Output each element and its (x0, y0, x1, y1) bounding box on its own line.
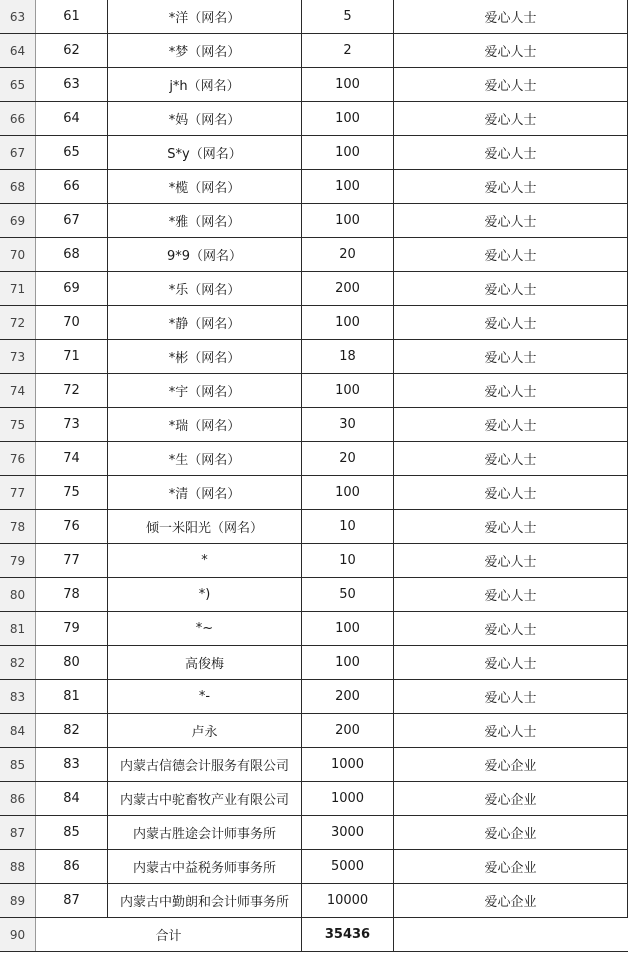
row-number[interactable]: 81 (0, 612, 36, 645)
row-number[interactable]: 69 (0, 204, 36, 237)
donor-name-cell[interactable]: 高俊梅 (108, 646, 302, 679)
amount-cell[interactable]: 50 (302, 578, 394, 611)
donor-type-cell[interactable]: 爱心人士 (394, 646, 628, 679)
amount-cell[interactable]: 5000 (302, 850, 394, 883)
donor-name-cell[interactable]: 内蒙古中勤朗和会计师事务所 (108, 884, 302, 917)
donor-type-cell[interactable]: 爱心人士 (394, 68, 628, 101)
donor-type-cell[interactable]: 爱心人士 (394, 714, 628, 747)
row-number[interactable]: 83 (0, 680, 36, 713)
table-row[interactable] (0, 374, 628, 408)
row-number[interactable]: 89 (0, 884, 36, 917)
donor-name-cell[interactable]: *宇（网名） (108, 374, 302, 407)
donor-name-cell[interactable]: *静（网名） (108, 306, 302, 339)
index-cell[interactable]: 86 (36, 850, 108, 883)
table-row[interactable] (0, 408, 628, 442)
row-number[interactable]: 84 (0, 714, 36, 747)
donor-type-cell[interactable]: 爱心人士 (394, 612, 628, 645)
index-cell[interactable]: 71 (36, 340, 108, 373)
amount-cell[interactable]: 3000 (302, 816, 394, 849)
table-row[interactable] (0, 510, 628, 544)
donor-type-cell[interactable]: 爱心人士 (394, 680, 628, 713)
amount-cell[interactable]: 100 (302, 646, 394, 679)
donor-type-cell[interactable]: 爱心企业 (394, 782, 628, 815)
donor-type-cell[interactable]: 爱心企业 (394, 748, 628, 781)
donor-name-cell[interactable]: * (108, 544, 302, 577)
donor-name-cell[interactable]: *妈（网名） (108, 102, 302, 135)
row-number[interactable]: 85 (0, 748, 36, 781)
amount-cell[interactable]: 10 (302, 544, 394, 577)
donor-name-cell[interactable]: j*h（网名） (108, 68, 302, 101)
donor-type-cell[interactable]: 爱心企业 (394, 884, 628, 917)
amount-cell[interactable]: 100 (302, 136, 394, 169)
index-cell[interactable]: 67 (36, 204, 108, 237)
donor-type-cell[interactable]: 爱心人士 (394, 374, 628, 407)
amount-cell[interactable]: 10 (302, 510, 394, 543)
amount-cell[interactable]: 100 (302, 204, 394, 237)
index-cell[interactable]: 84 (36, 782, 108, 815)
table-row[interactable] (0, 850, 628, 884)
table-row[interactable] (0, 442, 628, 476)
table-row[interactable] (0, 680, 628, 714)
amount-cell[interactable]: 100 (302, 306, 394, 339)
donor-name-cell[interactable]: *清（网名） (108, 476, 302, 509)
index-cell[interactable]: 72 (36, 374, 108, 407)
index-cell[interactable]: 63 (36, 68, 108, 101)
index-cell[interactable]: 83 (36, 748, 108, 781)
table-row[interactable] (0, 34, 628, 68)
amount-cell[interactable]: 200 (302, 714, 394, 747)
index-cell[interactable]: 82 (36, 714, 108, 747)
index-cell[interactable]: 85 (36, 816, 108, 849)
row-number[interactable]: 78 (0, 510, 36, 543)
total-row[interactable] (0, 918, 628, 952)
amount-cell[interactable]: 100 (302, 102, 394, 135)
donor-name-cell[interactable]: *榄（网名） (108, 170, 302, 203)
row-number[interactable]: 86 (0, 782, 36, 815)
row-number[interactable]: 64 (0, 34, 36, 67)
donor-name-cell[interactable]: *) (108, 578, 302, 611)
table-row[interactable] (0, 816, 628, 850)
table-row[interactable] (0, 714, 628, 748)
donor-name-cell[interactable]: *瑞（网名） (108, 408, 302, 441)
index-cell[interactable]: 65 (36, 136, 108, 169)
table-row[interactable] (0, 136, 628, 170)
index-cell[interactable]: 61 (36, 0, 108, 33)
row-number[interactable]: 75 (0, 408, 36, 441)
index-cell[interactable]: 70 (36, 306, 108, 339)
table-row[interactable] (0, 306, 628, 340)
donor-name-cell[interactable]: *雅（网名） (108, 204, 302, 237)
table-row[interactable] (0, 748, 628, 782)
index-cell[interactable]: 81 (36, 680, 108, 713)
donor-name-cell[interactable]: S*y（网名） (108, 136, 302, 169)
row-number[interactable]: 77 (0, 476, 36, 509)
donor-type-cell[interactable]: 爱心人士 (394, 238, 628, 271)
donor-name-cell[interactable]: 倾一米阳光（网名） (108, 510, 302, 543)
donor-type-cell[interactable]: 爱心人士 (394, 442, 628, 475)
row-number[interactable]: 82 (0, 646, 36, 679)
row-number[interactable]: 66 (0, 102, 36, 135)
donor-name-cell[interactable]: *- (108, 680, 302, 713)
donor-type-cell[interactable]: 爱心人士 (394, 102, 628, 135)
amount-cell[interactable]: 30 (302, 408, 394, 441)
donor-name-cell[interactable]: *生（网名） (108, 442, 302, 475)
donor-name-cell[interactable]: *乐（网名） (108, 272, 302, 305)
amount-cell[interactable]: 2 (302, 34, 394, 67)
donor-name-cell[interactable]: 内蒙古中益税务师事务所 (108, 850, 302, 883)
amount-cell[interactable]: 20 (302, 238, 394, 271)
amount-cell[interactable]: 100 (302, 170, 394, 203)
index-cell[interactable]: 66 (36, 170, 108, 203)
donor-name-cell[interactable]: 内蒙古信德会计服务有限公司 (108, 748, 302, 781)
donor-type-cell[interactable]: 爱心人士 (394, 510, 628, 543)
amount-cell[interactable]: 18 (302, 340, 394, 373)
amount-cell[interactable]: 100 (302, 68, 394, 101)
donor-type-cell[interactable]: 爱心企业 (394, 816, 628, 849)
table-row[interactable] (0, 646, 628, 680)
amount-cell[interactable]: 1000 (302, 748, 394, 781)
amount-cell[interactable]: 200 (302, 272, 394, 305)
row-number[interactable]: 80 (0, 578, 36, 611)
amount-cell[interactable]: 1000 (302, 782, 394, 815)
table-row[interactable] (0, 884, 628, 918)
index-cell[interactable]: 69 (36, 272, 108, 305)
row-number[interactable]: 67 (0, 136, 36, 169)
table-row[interactable] (0, 782, 628, 816)
amount-cell[interactable]: 100 (302, 612, 394, 645)
amount-cell[interactable]: 10000 (302, 884, 394, 917)
donor-type-cell[interactable]: 爱心人士 (394, 204, 628, 237)
donor-name-cell[interactable]: 9*9（网名） (108, 238, 302, 271)
table-row[interactable] (0, 544, 628, 578)
table-row[interactable] (0, 272, 628, 306)
donor-type-cell[interactable]: 爱心企业 (394, 850, 628, 883)
donor-name-cell[interactable]: 卢永 (108, 714, 302, 747)
row-number[interactable]: 74 (0, 374, 36, 407)
index-cell[interactable]: 76 (36, 510, 108, 543)
index-cell[interactable]: 79 (36, 612, 108, 645)
amount-cell[interactable]: 200 (302, 680, 394, 713)
donor-type-cell[interactable]: 爱心人士 (394, 272, 628, 305)
row-number[interactable]: 68 (0, 170, 36, 203)
table-row[interactable] (0, 170, 628, 204)
donor-type-cell[interactable]: 爱心人士 (394, 578, 628, 611)
total-amount[interactable]: 35436 (302, 918, 394, 951)
donor-type-cell[interactable]: 爱心人士 (394, 544, 628, 577)
index-cell[interactable]: 68 (36, 238, 108, 271)
donor-name-cell[interactable]: *洋（网名） (108, 0, 302, 33)
table-row[interactable] (0, 204, 628, 238)
index-cell[interactable]: 87 (36, 884, 108, 917)
table-row[interactable] (0, 0, 628, 34)
amount-cell[interactable]: 100 (302, 374, 394, 407)
donor-type-cell[interactable]: 爱心人士 (394, 0, 628, 33)
total-type-cell[interactable] (394, 918, 628, 951)
donor-type-cell[interactable]: 爱心人士 (394, 136, 628, 169)
row-number[interactable]: 65 (0, 68, 36, 101)
row-number[interactable]: 63 (0, 0, 36, 33)
table-row[interactable] (0, 340, 628, 374)
row-number[interactable]: 70 (0, 238, 36, 271)
donor-type-cell[interactable]: 爱心人士 (394, 476, 628, 509)
index-cell[interactable]: 75 (36, 476, 108, 509)
row-number[interactable]: 79 (0, 544, 36, 577)
donor-name-cell[interactable]: *梦（网名） (108, 34, 302, 67)
donor-type-cell[interactable]: 爱心人士 (394, 34, 628, 67)
donor-type-cell[interactable]: 爱心人士 (394, 340, 628, 373)
table-row[interactable] (0, 238, 628, 272)
donor-type-cell[interactable]: 爱心人士 (394, 170, 628, 203)
donor-name-cell[interactable]: *彬（网名） (108, 340, 302, 373)
table-row[interactable] (0, 476, 628, 510)
donor-name-cell[interactable]: *~ (108, 612, 302, 645)
donor-type-cell[interactable]: 爱心人士 (394, 408, 628, 441)
row-number[interactable]: 73 (0, 340, 36, 373)
amount-cell[interactable]: 20 (302, 442, 394, 475)
amount-cell[interactable]: 5 (302, 0, 394, 33)
donor-type-cell[interactable]: 爱心人士 (394, 306, 628, 339)
index-cell[interactable]: 74 (36, 442, 108, 475)
row-number[interactable]: 88 (0, 850, 36, 883)
row-number[interactable]: 90 (0, 918, 36, 951)
index-cell[interactable]: 80 (36, 646, 108, 679)
index-cell[interactable]: 73 (36, 408, 108, 441)
table-row[interactable] (0, 578, 628, 612)
table-row[interactable] (0, 102, 628, 136)
row-number[interactable]: 72 (0, 306, 36, 339)
index-cell[interactable]: 64 (36, 102, 108, 135)
donor-name-cell[interactable]: 内蒙古胜途会计师事务所 (108, 816, 302, 849)
index-cell[interactable]: 77 (36, 544, 108, 577)
donor-name-cell[interactable]: 内蒙古中驼畜牧产业有限公司 (108, 782, 302, 815)
table-row[interactable] (0, 612, 628, 646)
row-number[interactable]: 71 (0, 272, 36, 305)
row-number[interactable]: 87 (0, 816, 36, 849)
total-label[interactable]: 合计 (36, 918, 302, 951)
index-cell[interactable]: 62 (36, 34, 108, 67)
index-cell[interactable]: 78 (36, 578, 108, 611)
row-number[interactable]: 76 (0, 442, 36, 475)
amount-cell[interactable]: 100 (302, 476, 394, 509)
table-row[interactable] (0, 68, 628, 102)
